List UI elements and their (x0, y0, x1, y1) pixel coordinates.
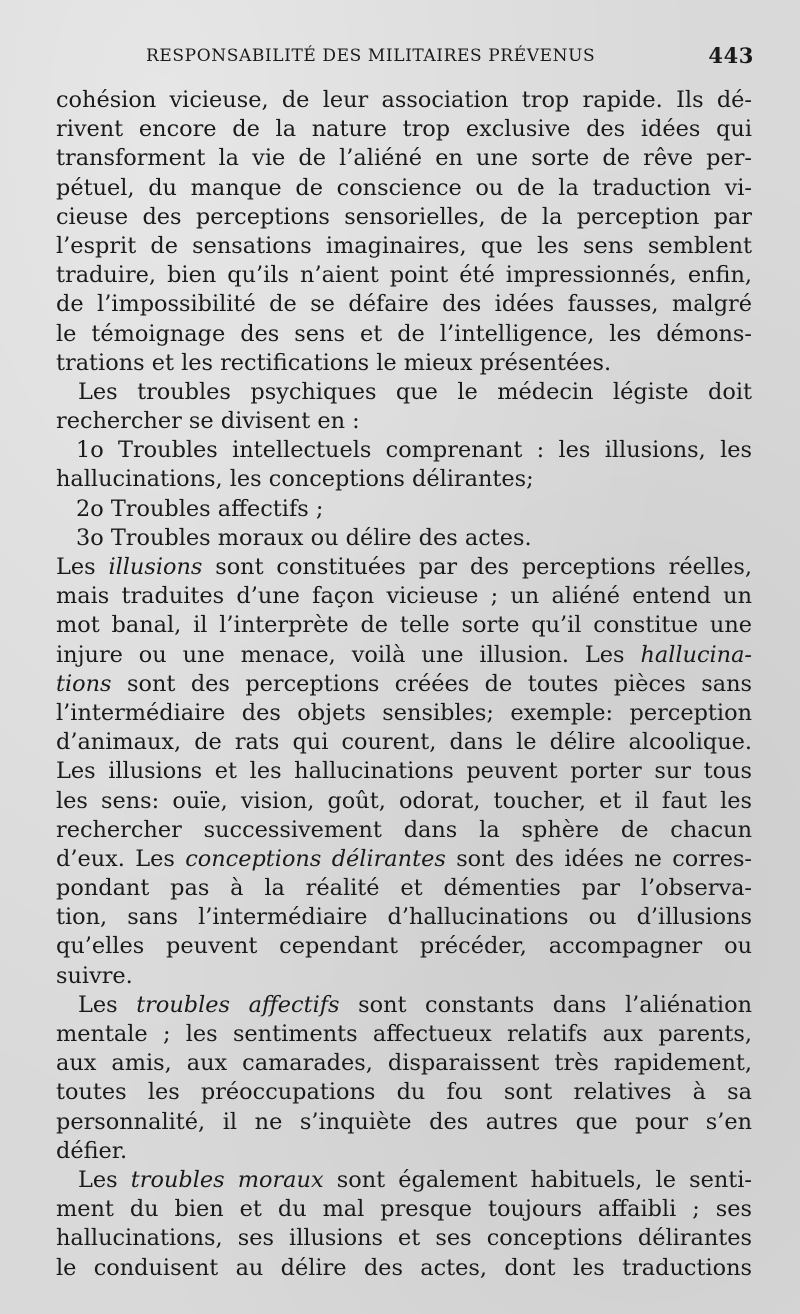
text-line: trations et les rectifications le mieux présentées. (56, 349, 612, 376)
text-line: aux amis, aux camarades, disparaissent très rapidement, (56, 1050, 752, 1077)
text-line: de l’impossibilité de se défaire des idées fausses, malgré (56, 291, 752, 318)
text-span: sont constants dans l’aliénation (339, 991, 752, 1018)
text-line: hallucinations, les conceptions délirantes; (56, 466, 534, 493)
text-span: sont constituées par des perceptions réelles, (202, 554, 752, 580)
list-item: 3o Troubles moraux ou délire des actes. (76, 524, 532, 551)
text-line: le témoignage des sens et de l’intelligence, les démons- (56, 320, 752, 347)
text-line: ment du bien et du mal presque toujours affaibli ; ses (56, 1196, 752, 1223)
italic-term: tions (56, 670, 112, 697)
text-span: d’eux. Les (56, 845, 186, 872)
text-span: sont des perceptions créées de toutes pièces sans (111, 670, 752, 697)
text-line: mais traduites d’une façon vicieuse ; un aliéné entend un (56, 583, 752, 610)
text-line: personnalité, il ne s’inquiète des autres que pour s’en (56, 1108, 752, 1135)
text-span: Les (78, 991, 137, 1018)
body-text (56, 86, 752, 1283)
page-number: 443 (708, 43, 754, 68)
text-line: transforment la vie de l’aliéné en une sorte de rêve per- (56, 145, 752, 172)
text-line: pondant pas à la réalité et démenties par l’observa- (56, 875, 752, 902)
italic-term: hallucina- (640, 641, 752, 668)
text-span: Les (78, 1166, 131, 1193)
text-line: pétuel, du manque de conscience ou de la traduction vi- (56, 174, 752, 201)
text-line: cieuse des perceptions sensorielles, de la perception par (56, 203, 752, 230)
text-line: rechercher successivement dans la sphère de chacun (56, 816, 752, 843)
text-line (56, 845, 752, 874)
text-line: Les illusions et les hallucinations peuvent porter sur tous (56, 758, 752, 785)
text-line: l’esprit de sensations imaginaires, que les sens semblent (56, 232, 752, 259)
list-item: 2o Troubles affectifs ; (76, 495, 324, 522)
text-line: suivre. (56, 962, 133, 989)
text-line: tion, sans l’intermédiaire d’hallucinations ou d’illusions (56, 904, 752, 931)
text-line: qu’elles peuvent cependant précéder, accompagner ou (56, 933, 752, 960)
text-line: le conduisent au délire des actes, dont les traductions (56, 1254, 752, 1281)
text-line: mentale ; les sentiments affectueux relatifs aux parents, (56, 1021, 752, 1047)
list-item: 1o Troubles intellectuels comprenant : les illusions, les (76, 437, 752, 464)
text-line: d’animaux, de rats qui courent, dans le délire alcoolique. (56, 729, 752, 756)
paragraph-start: Les troubles psychiques que le médecin légiste doit (78, 378, 752, 405)
italic-term: troubles affectifs (136, 991, 340, 1018)
running-head (146, 43, 754, 74)
text-line: cohésion vicieuse, de leur association trop rapide. Ils dé- (56, 87, 752, 113)
text-line: les sens: ouïe, vision, goût, odorat, toucher, et il faut les (56, 787, 752, 814)
text-line: défier. (56, 1137, 128, 1164)
text-span: sont également habituels, le senti- (323, 1166, 752, 1193)
text-line: l’intermédiaire des objets sensibles; exemple: perception (56, 699, 752, 726)
italic-term: troubles moraux (130, 1166, 324, 1193)
text-span: injure ou une menace, voilà une illusion. Les (56, 641, 641, 668)
paragraph-start (56, 991, 752, 1020)
text-line (56, 641, 752, 670)
text-line (56, 670, 752, 699)
text-line: rechercher se divisent en : (56, 408, 360, 435)
paragraph-start (56, 1166, 752, 1195)
italic-term: illusions (108, 554, 203, 580)
text-line: mot banal, il l’interprète de telle sorte qu’il constitue une (56, 612, 752, 639)
text-line: traduire, bien qu’ils n’aient point été impressionnés, enfin, (56, 262, 752, 289)
text-line: hallucinations, ses illusions et ses conceptions délirantes (56, 1225, 752, 1252)
running-title: RESPONSABILITÉ DES MILITAIRES PRÉVENUS (146, 46, 596, 66)
text-line: toutes les préoccupations du fou sont relatives à sa (56, 1079, 752, 1106)
italic-term: conceptions délirantes (185, 845, 446, 872)
paragraph-start (56, 553, 752, 582)
text-span: sont des idées ne corres- (445, 845, 752, 872)
text-span: Les (56, 554, 109, 580)
text-line: rivent encore de la nature trop exclusive des idées qui (56, 116, 752, 143)
